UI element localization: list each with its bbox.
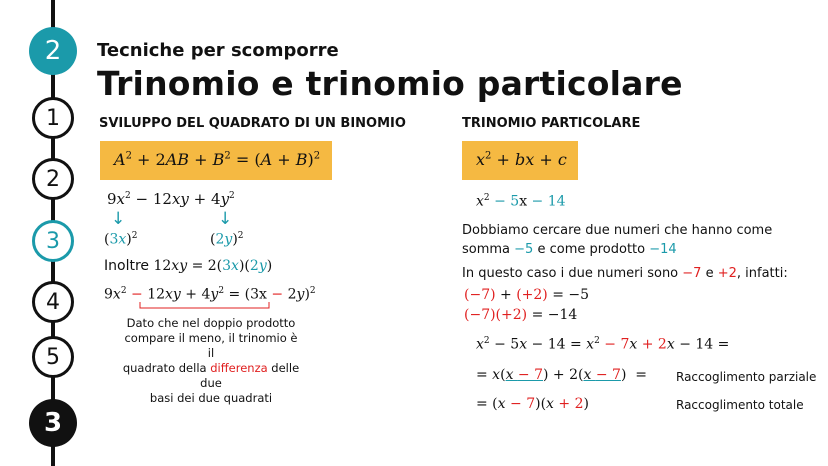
- left-heading: SVILUPPO DEL QUADRATO DI UN BINOMIO: [99, 116, 406, 131]
- note-line: Dato che nel doppio prodotto: [126, 316, 296, 330]
- label-total-grouping: Raccoglimento totale: [676, 398, 804, 412]
- formula-square-binomial: $A^2 + 2AB + B^2 = (A + B)^2$: [114, 150, 321, 169]
- explanation-text: e: [701, 266, 718, 281]
- number-two: +2: [717, 266, 737, 281]
- square-root-term-1: $(3x)^2$: [104, 231, 138, 248]
- timeline-step[interactable]: 5: [32, 336, 74, 378]
- note-text: delle due: [200, 361, 300, 390]
- arrow-down-icon: ↓: [218, 209, 233, 229]
- page-title: Trinomio e trinomio particolare: [97, 64, 683, 103]
- formula-box-trinomial: [462, 141, 578, 180]
- explanation-text: , infatti:: [736, 266, 788, 281]
- note-text: quadrato della: [122, 361, 211, 375]
- sum-value: −5: [514, 242, 534, 257]
- arrow-down-icon: ↓: [111, 209, 126, 229]
- explanation-text: In questo caso i due numeri sono: [462, 266, 683, 281]
- difference-square-identity: $9x^2 - 12xy + 4y^2 = (3x - 2y)^2$: [104, 286, 316, 303]
- example-trinomial: $x^2 - 5x - 14$: [476, 193, 566, 210]
- note-line: [120, 361, 302, 391]
- note-line: compare il meno, il trinomio è il: [124, 331, 298, 360]
- timeline-step[interactable]: 2: [32, 158, 74, 200]
- number-one: −7: [682, 266, 702, 281]
- bracket-connector: [138, 302, 272, 312]
- timeline-step[interactable]: 4: [32, 281, 74, 323]
- inoltre-label: Inoltre: [104, 258, 154, 274]
- explanation-text: e come prodotto: [533, 242, 650, 257]
- timeline-step[interactable]: 1: [32, 97, 74, 139]
- partial-grouping: = x(x − 7) + 2(x − 7) =: [476, 367, 648, 383]
- formula-particular-trinomial: $x^2$ + bx + c: [476, 150, 567, 169]
- formula-box-square: [100, 141, 332, 180]
- label-partial-grouping: Raccoglimento parziale: [676, 370, 817, 384]
- timeline-step-current[interactable]: 3: [29, 399, 77, 447]
- explanation-line: Dobbiamo cercare due numeri che hanno come: [462, 223, 773, 238]
- total-grouping: = (x − 7)(x + 2): [476, 396, 589, 412]
- product-value: −14: [649, 242, 677, 257]
- note-highlight: differenza: [210, 361, 268, 375]
- right-heading: TRINOMIO PARTICOLARE: [462, 116, 641, 131]
- explanation-text: somma: [462, 242, 515, 257]
- expression-trinomial: $9x^2 - 12xy + 4y^2$: [107, 190, 235, 208]
- left-explanation-note: [120, 316, 302, 406]
- square-root-term-2: $(2y)^2$: [210, 231, 244, 248]
- timeline-step-active[interactable]: 2: [29, 27, 77, 75]
- product-check: (−7)(+2) = −14: [464, 307, 578, 323]
- timeline-step-highlighted[interactable]: 3: [32, 220, 74, 262]
- explanation-line: [462, 240, 772, 259]
- sum-check: (−7) + (+2) = −5: [464, 287, 590, 303]
- section-subtitle: Tecniche per scomporre: [97, 40, 339, 61]
- right-explanation: [462, 221, 772, 259]
- numbers-found-line: [462, 266, 788, 281]
- double-product-line: Inoltre 12xy = 2(3x)(2y): [104, 258, 273, 274]
- split-middle-term: $x^2 - 5x - 14 = x^2 - 7x + 2x - 14$ =: [476, 336, 730, 353]
- note-line: basi dei due quadrati: [149, 391, 273, 405]
